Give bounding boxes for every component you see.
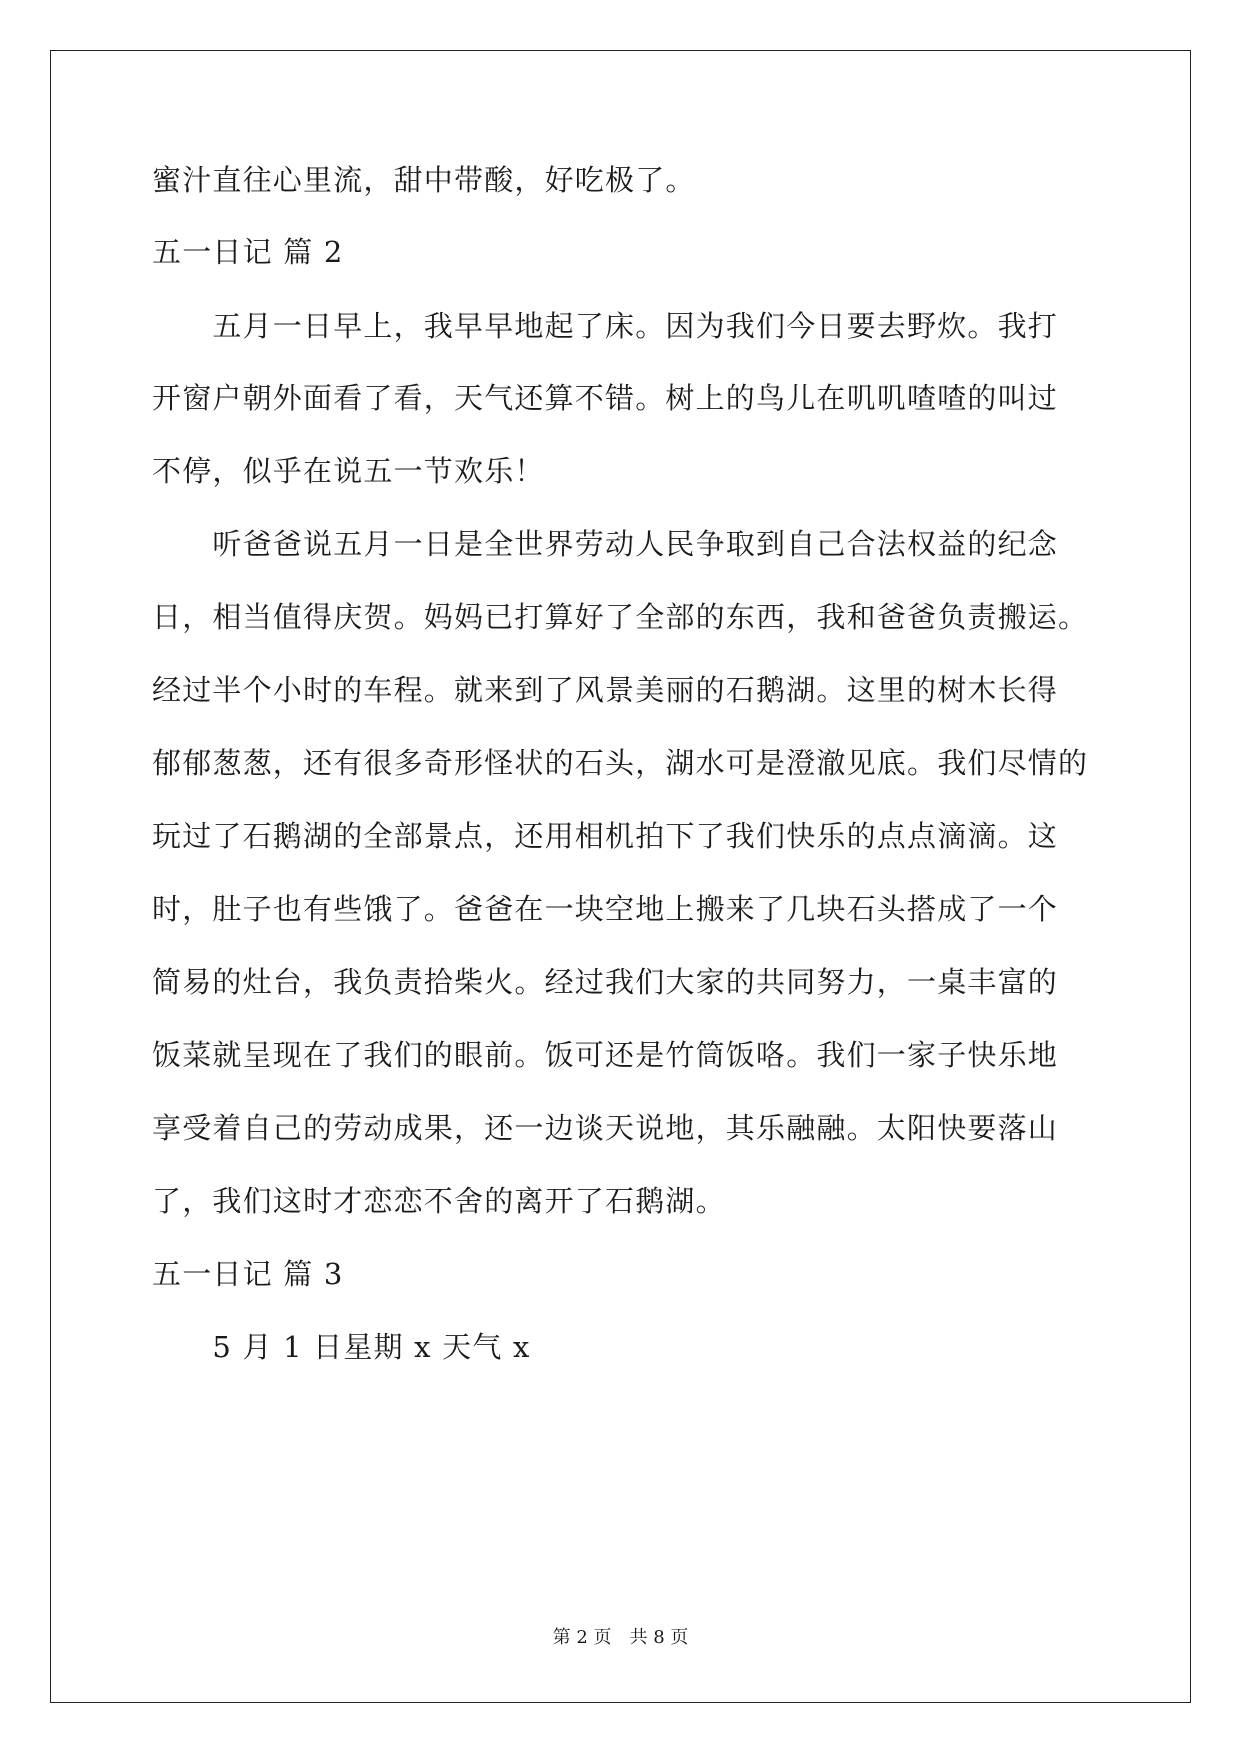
text-line: 蜜汁直往心里流，甜中带酸，好吃极了。: [152, 163, 696, 197]
page-number: 第 2 页 共 8 页: [552, 1627, 689, 1648]
text-line: 听爸爸说五月一日是全世界劳动人民争取到自己合法权益的纪念: [152, 527, 1059, 561]
text-line: 经过半个小时的车程。就来到了风景美丽的石鹅湖。这里的树木长得: [152, 673, 1059, 707]
page-border: [50, 50, 1191, 1703]
text-line: 郁郁葱葱，还有很多奇形怪状的石头，湖水可是澄澈见底。我们尽情的: [152, 746, 1089, 780]
text-line: 饭菜就呈现在了我们的眼前。饭可还是竹筒饭咯。我们一家子快乐地: [152, 1038, 1059, 1072]
section-heading: 五一日记 篇 3: [152, 1257, 344, 1291]
text-line: 开窗户朝外面看了看，天气还算不错。树上的鸟儿在叽叽喳喳的叫过: [152, 381, 1059, 415]
text-line: 玩过了石鹅湖的全部景点，还用相机拍下了我们快乐的点点滴滴。这: [152, 819, 1059, 853]
text-line: 不停，似乎在说五一节欢乐！: [152, 454, 545, 488]
text-line: 五月一日早上，我早早地起了床。因为我们今日要去野炊。我打: [152, 309, 1059, 343]
text-line: 享受着自己的劳动成果，还一边谈天说地，其乐融融。太阳快要落山: [152, 1111, 1059, 1145]
section-heading: 五一日记 篇 2: [152, 235, 344, 269]
text-line: 日，相当值得庆贺。妈妈已打算好了全部的东西，我和爸爸负责搬运。: [152, 600, 1089, 634]
text-line: 5 月 1 日星期 x 天气 x: [152, 1330, 531, 1364]
text-line: 简易的灶台，我负责拾柴火。经过我们大家的共同努力，一桌丰富的: [152, 965, 1059, 999]
text-line: 时，肚子也有些饿了。爸爸在一块空地上搬来了几块石头搭成了一个: [152, 892, 1059, 926]
text-line: 了，我们这时才恋恋不舍的离开了石鹅湖。: [152, 1184, 726, 1218]
